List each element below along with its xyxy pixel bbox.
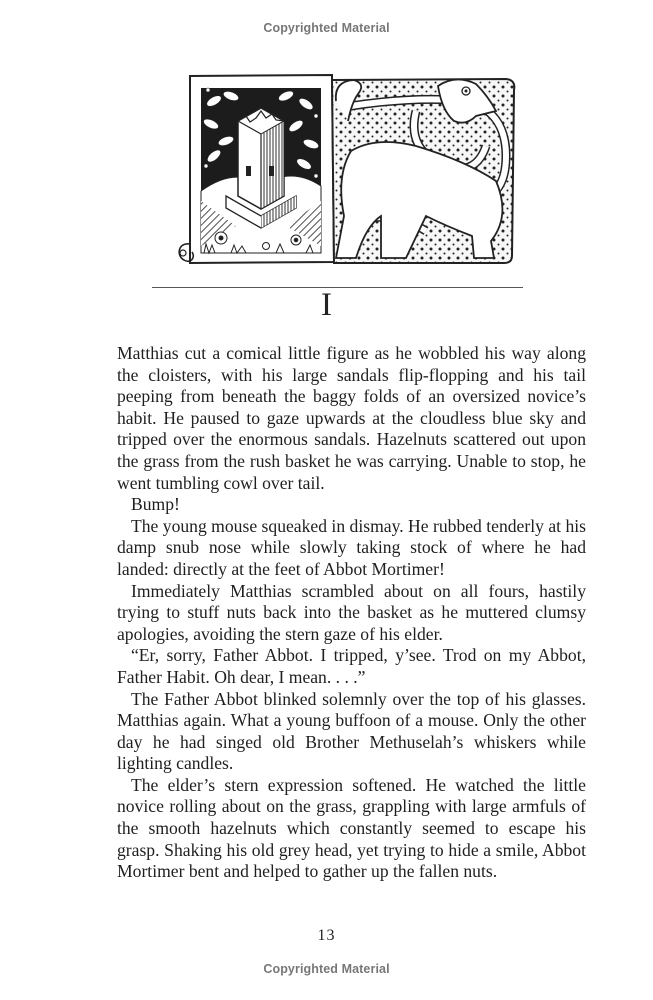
page-number: 13 <box>317 927 336 944</box>
copyright-watermark-bottom: Copyrighted Material <box>263 962 390 976</box>
chapter-number: I <box>321 287 332 323</box>
illuminated-initial-m-image <box>176 66 521 276</box>
paragraph: The Father Abbot blinked solemnly over the top of his glasses. Matthias again. What a young buffoon of a mouse. Only the other day he had singed old Brother Methuselah’s whiskers while lighting candles. <box>117 688 586 774</box>
paragraph: “Er, sorry, Father Abbot. I tripped, y’see. Trod on my Abbot, Father Habit. Oh dear, I mean. . . .” <box>117 645 586 687</box>
paragraph: The young mouse squeaked in dismay. He rubbed tenderly at his damp snub nose while slowly taking stock of where he had landed: directly at the feet of Abbot Mortimer! <box>117 515 586 579</box>
paragraph: The elder’s stern expression softened. He watched the little novice rolling about on the grass, grappling with large armfuls of the smooth hazelnuts which constantly seemed to escape his grasp. Shaking his old grey head, yet trying to hide a smile, Abbot Mortimer bent and helped to gather up the fallen nuts. <box>117 774 586 882</box>
paragraph: Matthias cut a comical little figure as he wobbled his way along the cloisters, with his large sandals flip-flopping and his tail peeping from beneath the baggy folds of an oversized novice’s habit. He paused to gaze upwards at the cloudless blue sky and tripped over the enormous sandals. Hazelnuts scattered out upon the grass from the rush basket he was carrying. Unable to stop, he went tumbling cowl over tail. <box>117 343 586 493</box>
paragraph: Immediately Matthias scrambled about on all fours, hastily trying to stuff nuts back into the basket as he muttered clumsy apologies, avoiding the stern gaze of his elder. <box>117 580 586 644</box>
body-text <box>117 343 586 883</box>
copyright-watermark-top: Copyrighted Material <box>263 21 390 35</box>
decorated-initial-illustration <box>176 66 521 276</box>
paragraph: Bump! <box>131 494 180 515</box>
chapter-divider-rule <box>152 287 523 288</box>
